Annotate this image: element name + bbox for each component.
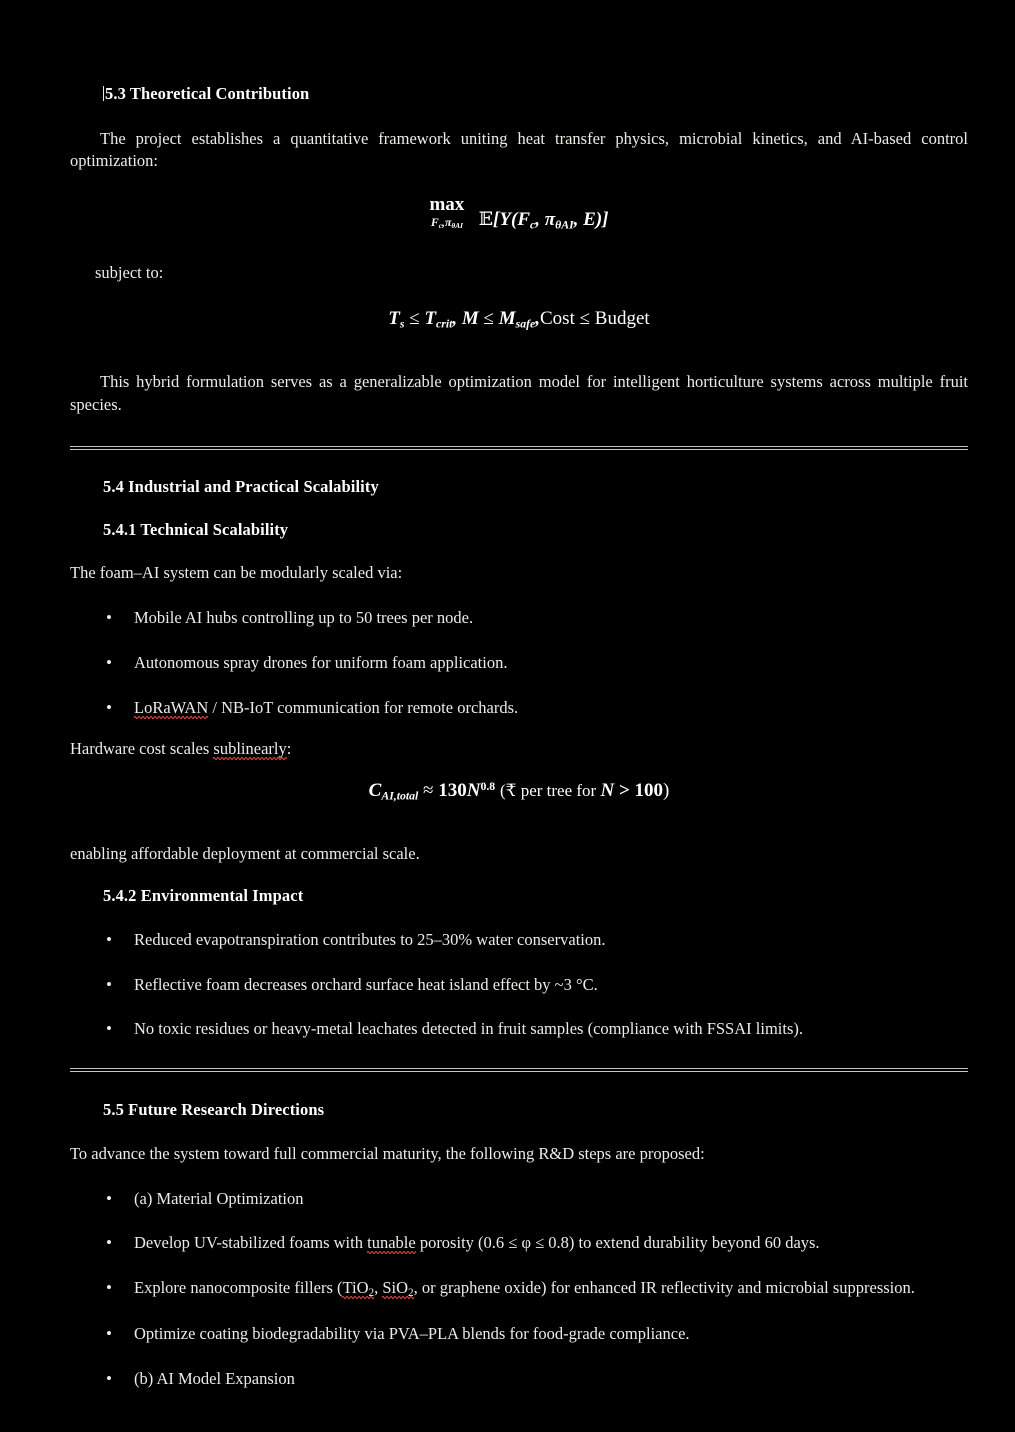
microbial-safe-symbol: M: [498, 308, 516, 330]
limit-comma: ,: [442, 215, 445, 230]
condition-symbol: N: [600, 780, 615, 802]
greater-than-sign: >: [614, 780, 635, 802]
bracket-open: [: [493, 209, 500, 231]
misspelled-word-tio2: [342, 1278, 374, 1299]
list-item-text-a: Explore nanocomposite fillers (: [134, 1278, 343, 1298]
list-item: [70, 1368, 968, 1391]
list-item-text-a: Develop UV-stabilized foams with: [134, 1233, 368, 1253]
max-operator-limits: [429, 215, 464, 230]
list-item-text: / NB-IoT communication for remote orchards.: [208, 697, 519, 717]
limit-pi-theta: θ: [451, 221, 456, 231]
list-item-text: Reduced evapotranspiration contributes to 25–30% water conservation.: [134, 929, 606, 949]
paragraph-5-4-1-lead: The foam–AI system can be modularly scaled via:: [70, 563, 403, 583]
cost-coefficient: 130: [438, 780, 467, 802]
tree-count-symbol: N: [466, 780, 481, 802]
misspelled-word-tunable: tunable: [367, 1233, 416, 1253]
limit-pi: π: [444, 215, 452, 230]
equation-ai-cost-body: [369, 781, 670, 803]
heading-5-3-label: 5.3 Theoretical Contribution: [105, 84, 310, 103]
paragraph-5-3-intro: The project establishes a quantitative framework uniting heat transfer physics, microbial kinetics, and AI-based control optimization:: [70, 128, 968, 171]
bullet-list-technical-scalability: [70, 607, 968, 719]
limit-pi-ai: AI: [455, 221, 463, 231]
rupee-symbol: ₹: [505, 781, 517, 801]
max-operator: [429, 195, 464, 230]
heading-5-4: 5.4 Industrial and Practical Scalability: [103, 477, 379, 497]
bracket-close: ]: [602, 209, 609, 231]
equation-ai-cost: [70, 781, 968, 803]
list-item: [70, 1323, 968, 1346]
sio2-subscript: 2: [408, 1286, 414, 1299]
comma-2: ,: [573, 209, 584, 231]
paren-open: (: [510, 209, 518, 231]
leq-2: ≤: [483, 308, 494, 330]
list-item: [70, 929, 968, 952]
foam-sub: c: [530, 218, 536, 232]
text-cursor-caret: [103, 86, 104, 101]
section-divider-1: [70, 446, 968, 450]
list-item-text-c: porosity (0.6 ≤ φ ≤ 0.8) to extend durability beyond 60 days.: [415, 1233, 820, 1253]
subject-to-label: subject to:: [95, 263, 164, 283]
hardware-cost-text-a: Hardware cost scales: [70, 739, 214, 759]
list-item-text: Optimize coating biodegradability via PVA–PLA blends for food-grade compliance.: [134, 1324, 690, 1344]
document-content: [70, 84, 968, 1391]
limit-F: F: [430, 215, 439, 230]
list-item: [70, 652, 968, 675]
heading-5-4-2: 5.4.2 Environmental Impact: [103, 886, 304, 906]
leq-3: ≤: [579, 308, 591, 330]
sio2-label: SiO: [382, 1278, 409, 1298]
temp-crit-symbol: T: [424, 308, 437, 330]
paragraph-5-5-lead: To advance the system toward full commercial maturity, the following R&D steps are proposed:: [70, 1143, 705, 1163]
list-item-text-c: ,: [374, 1278, 383, 1298]
list-item-text: (b) AI Model Expansion: [134, 1369, 295, 1389]
bullet-list-future-research: [70, 1188, 968, 1391]
policy-sub-theta: θ: [555, 218, 562, 232]
list-item: [70, 607, 968, 630]
section-divider-2: [70, 1068, 968, 1072]
paren-close: ): [595, 209, 603, 231]
list-item-text: (a) Material Optimization: [134, 1188, 304, 1208]
list-item: [70, 1188, 968, 1211]
policy-symbol: π: [544, 209, 556, 231]
comma-1: ,: [535, 209, 545, 231]
equation-objective: [70, 195, 968, 232]
heading-5-5: 5.5 Future Research Directions: [103, 1100, 325, 1120]
misspelled-word-sio2: [382, 1278, 413, 1299]
list-item-text: No toxic residues or heavy-metal leachates detected in fruit samples (compliance with FSSAI limits).: [134, 1019, 803, 1039]
misspelled-word-sublinearly: sublinearly: [213, 739, 287, 759]
constraint-comma-1: ,: [452, 308, 462, 330]
note-paren-open: (: [499, 781, 506, 801]
policy-sub-ai: AI: [561, 218, 574, 232]
list-item: [70, 697, 968, 720]
list-item-text: Reflective foam decreases orchard surface heat island effect by ~3 °C.: [134, 974, 598, 994]
misspelled-word-lorawan: LoRaWAN: [134, 697, 209, 717]
list-item-text-e: , or graphene oxide) for enhanced IR reflectivity and microbial suppression.: [413, 1278, 915, 1298]
microbial-symbol: M: [461, 308, 479, 330]
tio2-subscript: 2: [368, 1286, 375, 1299]
temp-sub: s: [399, 317, 405, 331]
hardware-cost-text-c: :: [286, 739, 292, 759]
note-text: per tree for: [516, 781, 601, 801]
equation-constraints-body: [388, 309, 649, 331]
yield-symbol: Y: [499, 209, 511, 231]
list-item: [70, 1277, 968, 1301]
cost-sub: AI,total: [381, 789, 419, 803]
cost-symbol: C: [368, 780, 382, 802]
list-item-text: Autonomous spray drones for uniform foam application.: [134, 652, 508, 672]
paragraph-hardware-cost: [70, 738, 968, 761]
expectation-symbol: 𝔼: [478, 209, 494, 231]
constraint-comma-2: ,: [535, 308, 540, 330]
heading-5-3: [103, 84, 968, 105]
equation-objective-body: [429, 195, 608, 232]
list-item-text: Mobile AI hubs controlling up to 50 trees per node.: [134, 608, 474, 628]
list-item: [70, 974, 968, 997]
tree-count-exponent: 0.8: [480, 780, 496, 794]
max-operator-label: max: [429, 194, 465, 216]
limit-F-sub: c: [438, 221, 442, 231]
budget-label: Budget: [594, 308, 650, 330]
leq-1: ≤: [409, 308, 420, 330]
list-item: [70, 1232, 968, 1255]
bullet-list-environmental-impact: [70, 929, 968, 1041]
condition-value: 100: [634, 780, 664, 802]
cost-label: Cost: [540, 308, 575, 330]
temp-symbol: T: [388, 308, 400, 330]
tio2-label: TiO: [342, 1278, 369, 1298]
paragraph-enabling: enabling affordable deployment at commercial scale.: [70, 844, 420, 864]
equation-constraints: [70, 309, 968, 331]
list-item: [70, 1018, 968, 1041]
approx-sign: ≈: [423, 780, 434, 802]
heading-5-4-1: 5.4.1 Technical Scalability: [103, 519, 289, 539]
paragraph-5-3-closing: This hybrid formulation serves as a generalizable optimization model for intelligent horticulture systems across multiple fruit species.: [70, 372, 968, 415]
microbial-safe-sub: safe: [515, 317, 536, 331]
environment-symbol: E: [583, 209, 596, 231]
temp-crit-sub: crit: [436, 317, 453, 331]
foam-symbol: F: [517, 209, 530, 231]
note-paren-close: ): [663, 780, 670, 802]
